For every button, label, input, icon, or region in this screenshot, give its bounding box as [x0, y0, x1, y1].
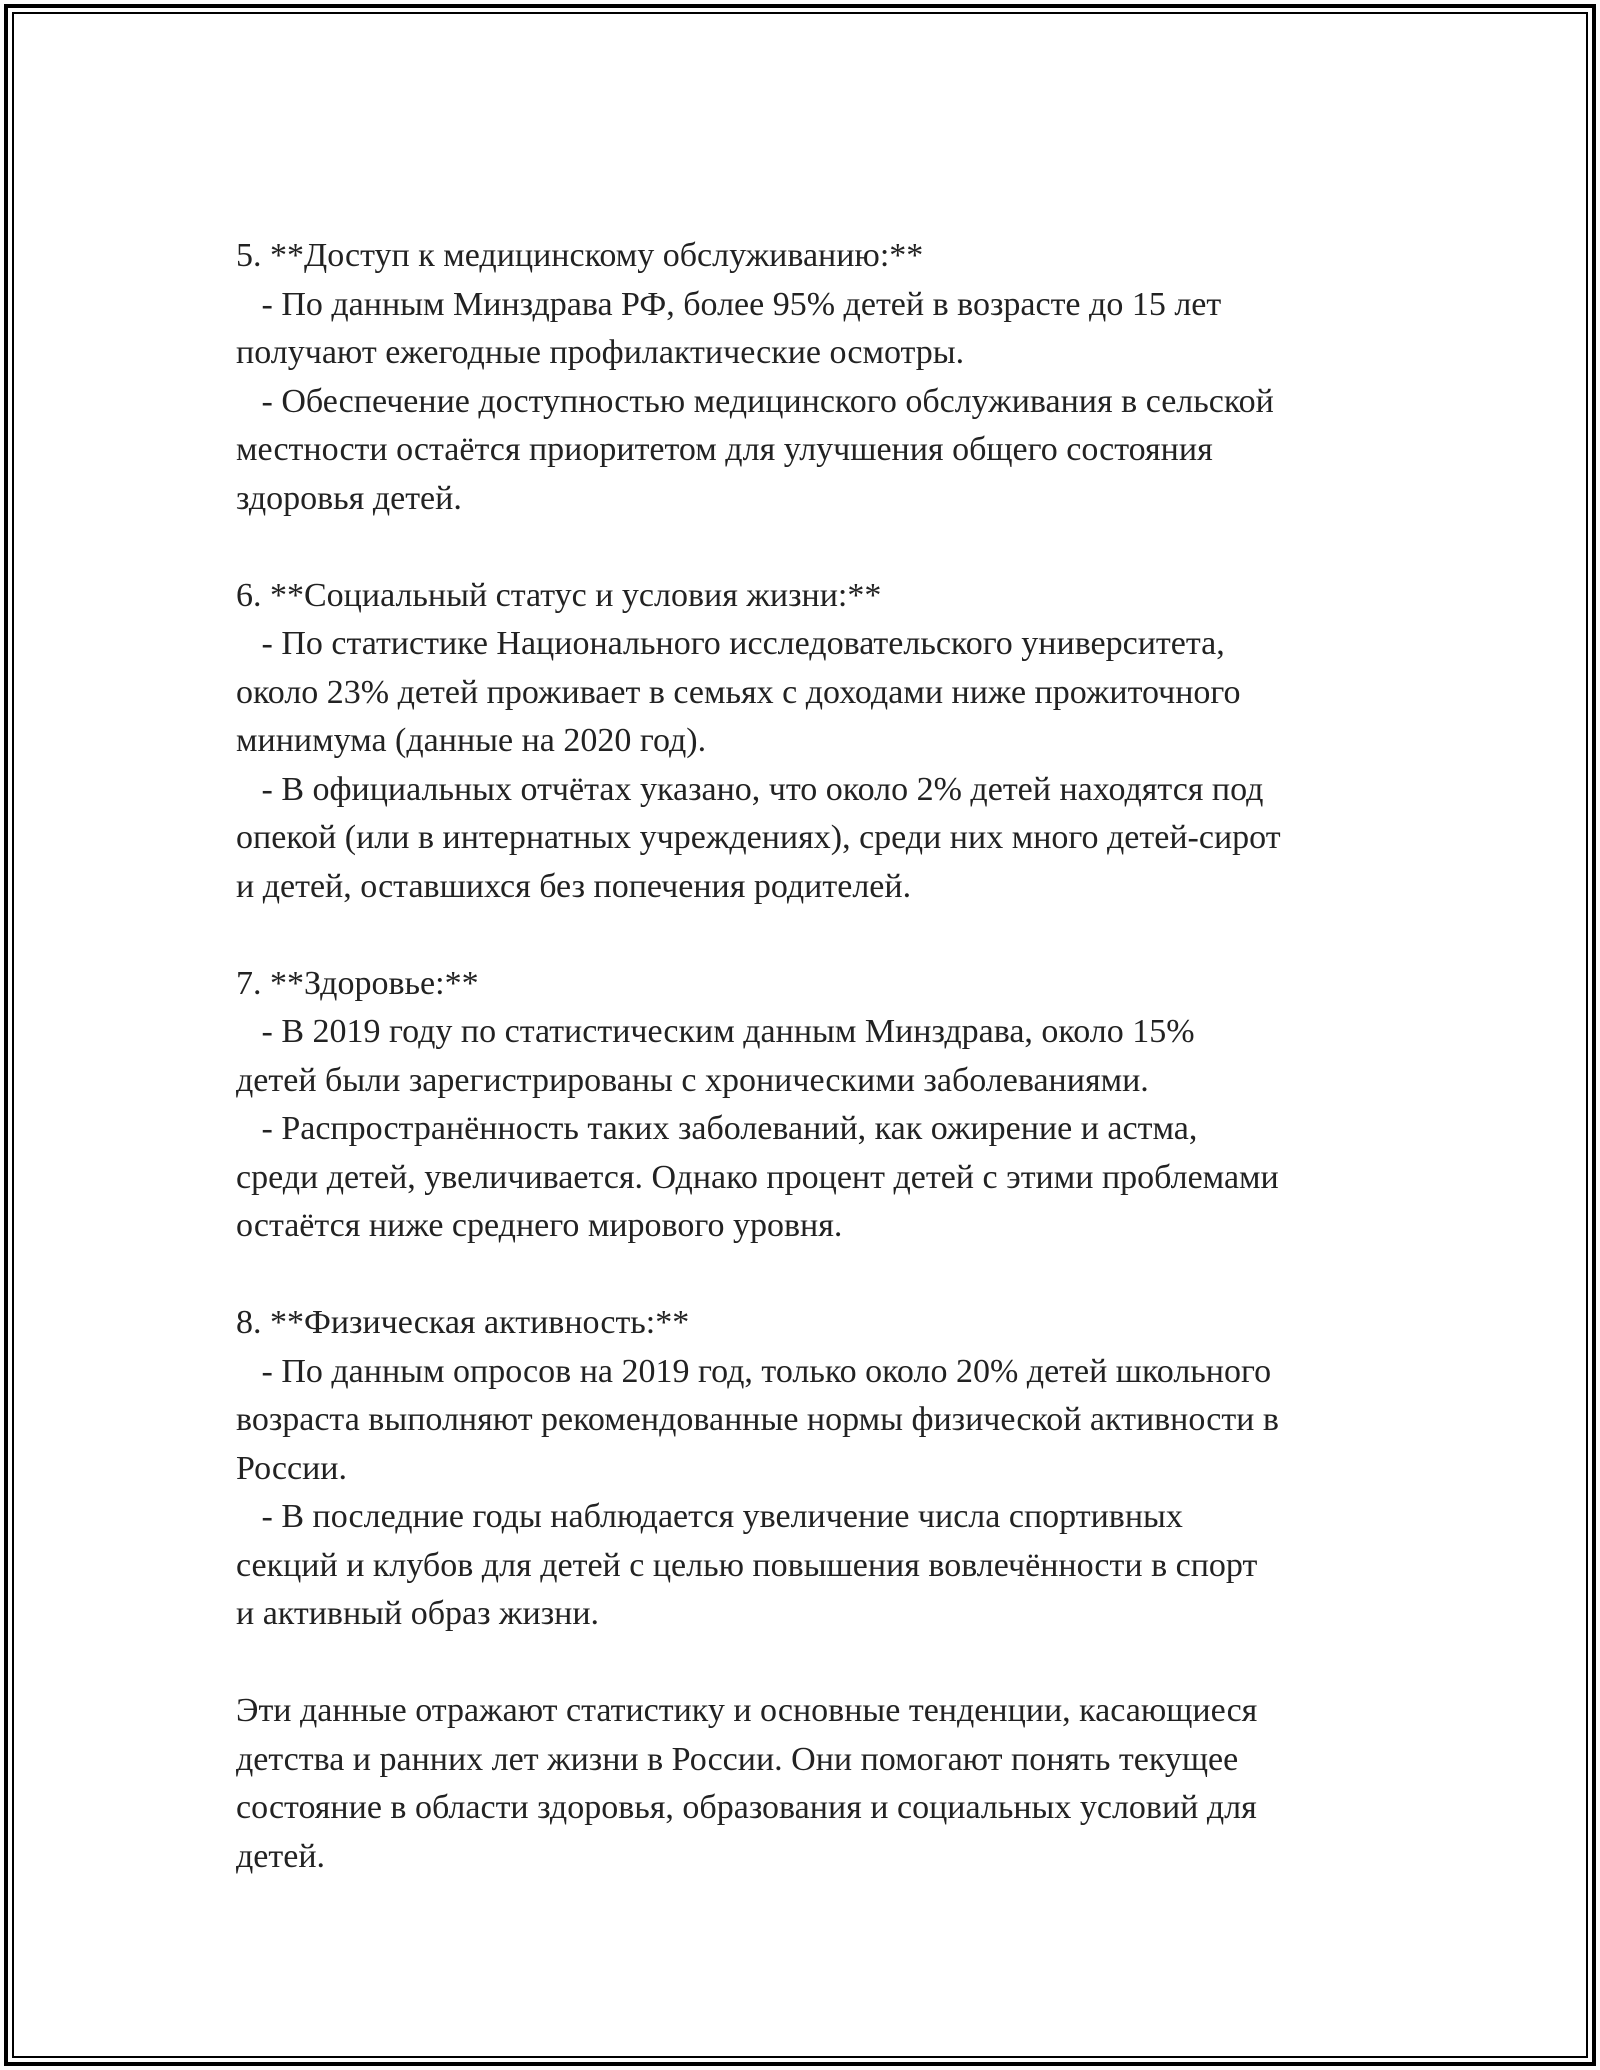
paragraph-line: местности остаётся приоритетом для улучшения общего состояния	[236, 431, 1213, 468]
paragraph-line: - В 2019 году по статистическим данным Минздрава, около 15%	[236, 1013, 1195, 1050]
paragraph-line: получают ежегодные профилактические осмотры.	[236, 334, 965, 371]
paragraph-line: секций и клубов для детей с целью повышения вовлечённости в спорт	[236, 1546, 1258, 1584]
paragraph-line: детей были зарегистрированы с хроническими заболеваниями.	[236, 1061, 1149, 1099]
section-heading: 7. **Здоровье:**	[236, 964, 479, 1002]
section-physical-activity	[236, 1299, 1386, 1639]
paragraph-line: и активный образ жизни.	[236, 1595, 600, 1632]
paragraph-line: - Распространённость таких заболеваний, как ожирение и астма,	[236, 1110, 1198, 1147]
paragraph-line: минимума (данные на 2020 год).	[236, 722, 707, 759]
section-access-to-healthcare	[236, 232, 1386, 523]
paragraph-line: среди детей, увеличивается. Однако процент детей с этими проблемами	[236, 1158, 1279, 1196]
section-heading: 6. **Социальный статус и условия жизни:**	[236, 576, 882, 614]
paragraph-line: - По данным Минздрава РФ, более 95% детей в возрасте до 15 лет	[236, 285, 1222, 323]
paragraph-line: - По статистике Национального исследовательского университета,	[236, 625, 1225, 662]
paragraph-line: детства и ранних лет жизни в России. Они помогают понять текущее	[236, 1740, 1239, 1778]
section-social-status	[236, 572, 1386, 912]
paragraph-line: остаётся ниже среднего мирового уровня.	[236, 1207, 843, 1244]
section-heading: 5. **Доступ к медицинскому обслуживанию:**	[236, 237, 924, 274]
paragraph-line: - По данным опросов на 2019 год, только около 20% детей школьного	[236, 1352, 1272, 1390]
paragraph-line: - Обеспечение доступностью медицинского обслуживания в сельской	[236, 382, 1274, 420]
paragraph-line: детей.	[236, 1837, 326, 1875]
section-spacer	[236, 523, 1386, 572]
paragraph-line: Эти данные отражают статистику и основные тенденции, касающиеся	[236, 1692, 1258, 1729]
section-conclusion	[236, 1687, 1386, 1881]
paragraph-line: здоровья детей.	[236, 479, 462, 517]
paragraph-line: возраста выполняют рекомендованные нормы физической активности в	[236, 1401, 1279, 1438]
document-body	[236, 232, 1386, 1881]
paragraph-line: России.	[236, 1449, 347, 1487]
section-spacer	[236, 911, 1386, 960]
paragraph-line: - В официальных отчётах указано, что около 2% детей находятся под	[236, 770, 1264, 808]
section-heading: 8. **Физическая активность:**	[236, 1304, 690, 1341]
section-health	[236, 960, 1386, 1251]
section-spacer	[236, 1639, 1386, 1688]
paragraph-line: около 23% детей проживает в семьях с доходами ниже прожиточного	[236, 673, 1241, 711]
paragraph-line: состояние в области здоровья, образования и социальных условий для	[236, 1789, 1257, 1826]
section-spacer	[236, 1251, 1386, 1300]
paragraph-line: опекой (или в интернатных учреждениях), среди них много детей-сирот	[236, 819, 1281, 856]
paragraph-line: и детей, оставшихся без попечения родителей.	[236, 867, 912, 905]
paragraph-line: - В последние годы наблюдается увеличение числа спортивных	[236, 1498, 1183, 1535]
